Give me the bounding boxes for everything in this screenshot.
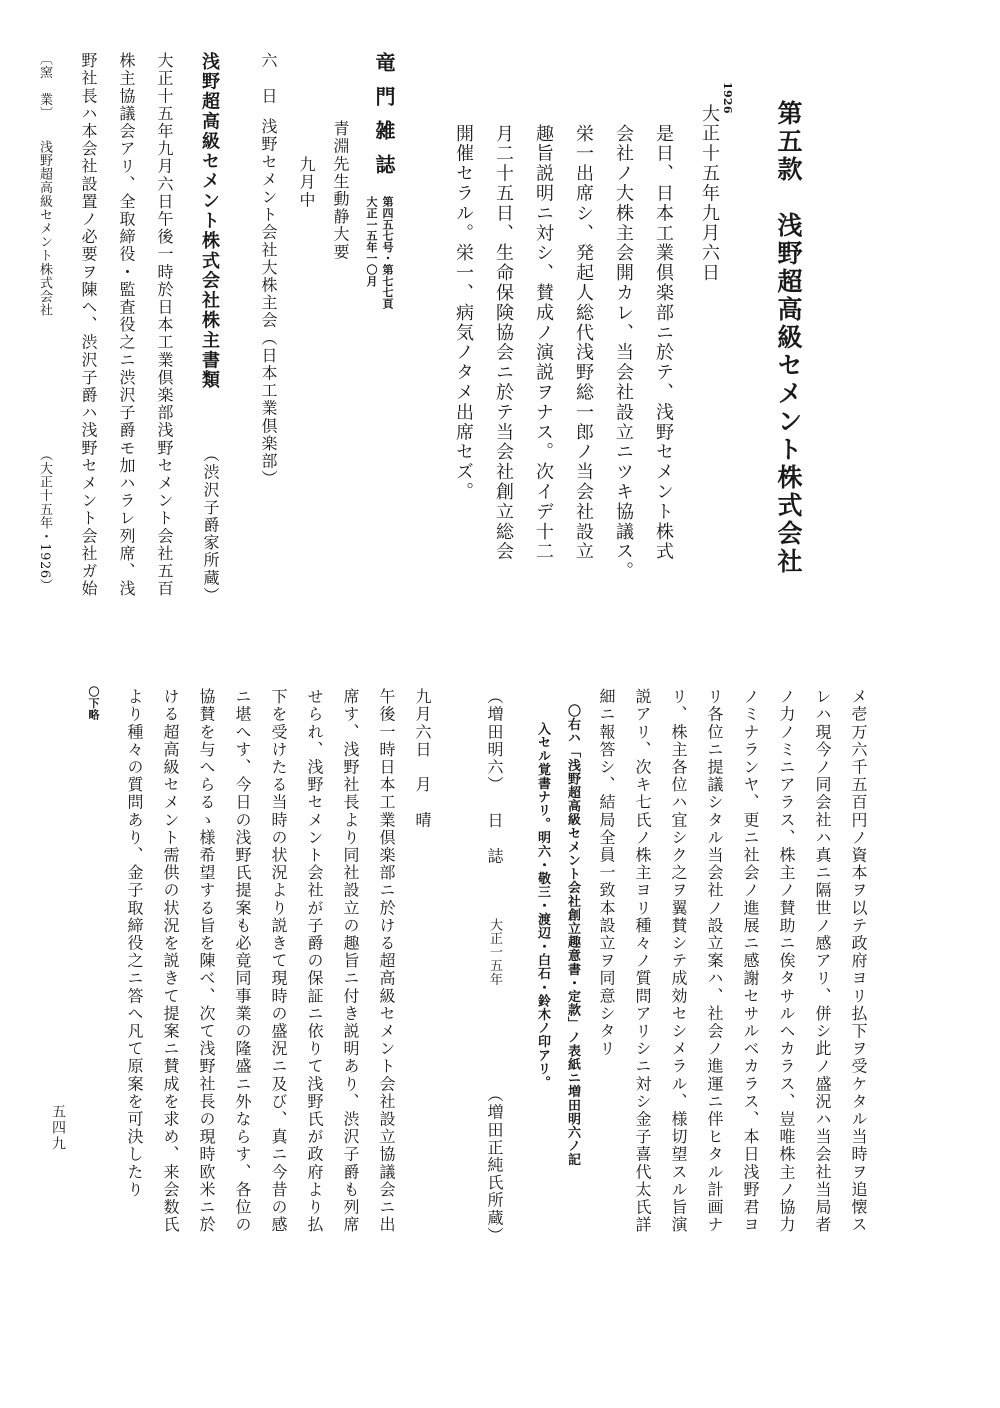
continuation-line: ノミナランヤ、更ニ社会ノ進展ニ感謝セサルベカラス、本日浅野君ヨ <box>741 688 760 1234</box>
continuation-line: リ各位ニ提議シタル当会社ノ設立案ハ、社会ノ進運ニ伴ヒタル計画ナ <box>705 688 724 1234</box>
continuation-line: レハ現今ノ同会社ハ真ニ隔世ノ感アリ、併シ此ノ盛況ハ当会社当局者 <box>813 688 832 1234</box>
body-line: 趣旨説明ニ対シ、賛成ノ演説ヲナス。次イデ十二 <box>533 124 554 562</box>
running-head-era: （大正十五年・1926） <box>37 448 52 593</box>
document-title: 浅野超高級セメント株式会社株主書類 <box>199 52 220 391</box>
body-line: 開催セラル。栄一、病気ノタメ出席セズ。 <box>453 124 474 503</box>
body-line: 是日、日本工業倶楽部ニ於テ、浅野セメント株式 <box>653 124 674 562</box>
continuation-line: 細ニ報答シ、結局全員一致本設立ヲ同意シタリ <box>597 688 616 1058</box>
diary-line: 席す、浅野社長より同社設立の趣旨ニ付き説明あり、渋沢子爵も列席 <box>341 688 360 1234</box>
diary-line: ける超高級セメント需供の状況を説きて提案ニ賛成を求め、来会数氏 <box>161 688 180 1234</box>
diary-date: 九月六日 月 晴 <box>413 688 432 829</box>
article-title: 青淵先生動静大要 <box>331 120 350 261</box>
body-line: 栄一出席シ、発起人総代浅野総一郎ノ当会社設立 <box>573 124 594 562</box>
source-issue: 第四五七号・第七七頁 <box>381 196 394 309</box>
continuation-line: ノ力ノミニアラス、株主ノ賛助ニ俟タサルヘカラス、豈唯株主ノ協力 <box>777 688 796 1234</box>
document-line: 大正十五年九月六日午後一時於日本工業倶楽部浅野セメント会社五百 <box>155 52 174 598</box>
month-label: 九月中 <box>297 156 316 209</box>
source-title: 竜門雑誌 <box>372 52 396 188</box>
diary-line: ニ堪へす、今日の浅野氏提案も必竟同事業の隆盛ニ外ならす、各位の <box>233 688 252 1234</box>
document-line: 野社長ハ本会社設置ノ必要ヲ陳ヘ、渋沢子爵ハ浅野セメント会社ガ始 <box>79 52 98 598</box>
diary-year: 大正一五年 <box>487 918 502 986</box>
entry-date: 大正十五年九月六日 <box>699 104 720 284</box>
entry-text: 浅野セメント会社大株主会（日本工業倶楽部） <box>259 118 278 488</box>
diary-line: 協賛を与へらるゝ様希望する旨を陳べ、次て浅野社長の現時欧米ニ於 <box>197 688 216 1234</box>
source-date: 大正一五年一〇月 <box>365 196 378 287</box>
document-line: 株主協議会アリ、全取締役・監査役之ニ渋沢子爵モ加ハラレ列席、浅 <box>117 52 136 598</box>
diary-title: 日 誌 <box>485 812 504 865</box>
continuation-line: リ、株主各位ハ宜シク之ヲ翼賛シテ成効セシメラル、様切望スル旨演 <box>669 688 688 1234</box>
omission-mark: 〇下略 <box>87 686 100 720</box>
continuation-line: 説アリ、次キ七氏ノ株主ヨリ種々ノ質問アリシニ対シ金子喜代太氏詳 <box>633 688 652 1234</box>
diary-line: 午後一時日本工業倶楽部ニ於ける超高級セメント会社設立協議会ニ出 <box>377 688 396 1234</box>
running-head-category: 〔窯 業〕 <box>37 52 52 120</box>
diary-author: （増田明六） <box>485 688 504 794</box>
page-number: 五四九 <box>50 1104 66 1152</box>
diary-line: 下を受けたる当時の状況より説きて現時の盛況ニ及び、真ニ今昔の感 <box>269 688 288 1234</box>
running-head-company: 浅野超高級セメント株式会社 <box>37 140 52 317</box>
editor-note: 〇右ハ「浅野超高級セメント会社創立趣意書・定款」ノ表紙ニ増田明六ノ記 <box>565 704 580 1167</box>
body-line: 月二十五日、生命保険協会ニ於テ当会社創立総会 <box>493 124 514 562</box>
document-provenance: （渋沢子爵家所蔵） <box>201 446 220 605</box>
editor-note: 入セル覚書ナリ。明六・敬三・渡辺・白石・鈴木ノ印アリ。 <box>535 722 550 1090</box>
continuation-line: メ壱万六千五百円ノ資本ヲ以テ政府ヨリ払下ヲ受ケタル当時ヲ追懐ス <box>849 688 868 1234</box>
year-note: 1926 <box>721 82 734 114</box>
entry-day: 六 日 <box>259 52 278 105</box>
diary-line: より種々の質問あり、金子取締役之ニ答へ凡て原案を可決したり <box>125 688 144 1199</box>
diary-provenance: （増田正純氏所蔵） <box>485 1086 504 1245</box>
body-line: 会社ノ大株主会開カレ、当会社設立ニツキ協議ス。 <box>613 124 634 582</box>
diary-line: せられ、浅野セメント会社が子爵の保証ニ依りて浅野氏が政府より払 <box>305 688 324 1234</box>
section-heading: 第五款 浅野超高級セメント株式会社 <box>774 100 803 576</box>
